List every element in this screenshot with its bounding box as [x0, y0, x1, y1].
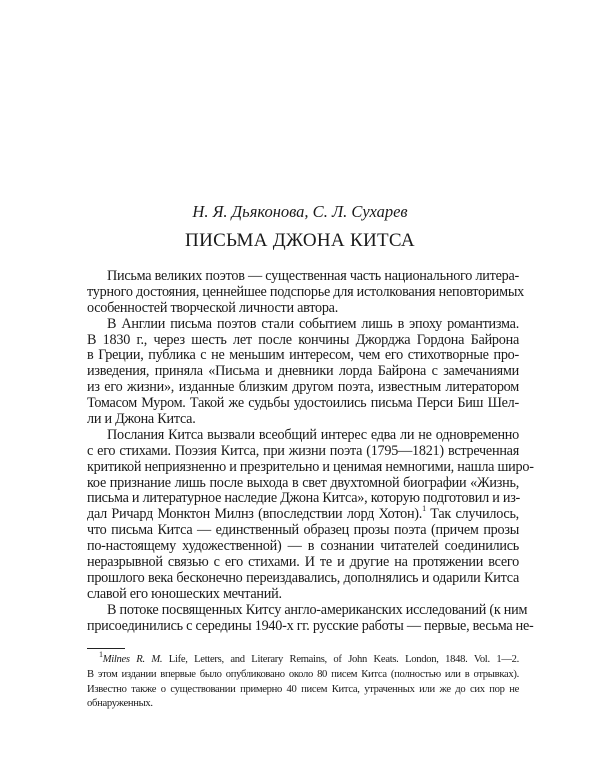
text-line: кое признание лишь после выхода в свет двухтомной биографии «Жизнь, [87, 474, 519, 491]
author-names: Н. Я. Дьяконова, С. Л. Сухарев [192, 202, 408, 221]
text-line: прошлого века бесконечно переиздавались, дополнялись и одарили Китса [87, 569, 519, 586]
text-line: ли и Джона Китса. [87, 411, 196, 428]
footnote-reference[interactable]: 1 [422, 504, 426, 514]
article-title: ПИСЬМА ДЖОНА КИТСА [185, 230, 415, 251]
footnote-line: Известно также о существовании примерно 40 писем Китса, утраченных или же до сих пор не [87, 683, 519, 695]
article-body [87, 268, 534, 634]
footnote-divider [87, 648, 125, 649]
text-line: изведения, приняла «Письма и дневники лорда Байрона с замечаниями [87, 363, 519, 380]
text-line: из его жизни», изданные близким другом поэта, известным литератором [87, 379, 519, 396]
text-line: В потоке посвященных Китсу англо-американских исследований (к ним [107, 601, 528, 618]
text-segment: Так случилось, [425, 506, 519, 523]
footnote-text: Life, Letters, and Literary Remains, of John Keats. London, 1848. Vol. 1—2. [162, 654, 519, 665]
footnote-author: Milnes R. M. [102, 654, 163, 665]
text-segment: дал Ричард Монктон Милнз (впоследствии лорд Хотон). [87, 506, 423, 523]
text-line: особенностей творческой личности автора. [87, 299, 339, 316]
footnote-line: обнаруженных. [87, 698, 153, 710]
footnote [87, 650, 519, 712]
footnote-line: В этом издании впервые было опубликовано около 80 писем Китса (полностью или в отрывках). [87, 668, 519, 680]
footnote-marker: 1 [99, 650, 103, 659]
text-line: письма и литературное наследие Джона Китса», которую подготовил и из- [87, 490, 521, 507]
text-line: с его стихами. Поэзия Китса, при жизни поэта (1795—1821) встреченная [87, 442, 519, 459]
text-line [87, 504, 519, 523]
text-line: Послания Китса вызвали всеобщий интерес едва ли не одновременно [107, 426, 519, 443]
text-line: турного достояния, ценнейшее подспорье для истолкования неповторимых [87, 283, 524, 300]
text-line: Томасом Муром. Такой же судьбы удостоились письма Перси Биш Шел- [87, 395, 519, 412]
text-line: по-настоящему художественной) — в сознании читателей соединились [87, 538, 519, 555]
text-line: В 1830 г., через шесть лет после кончины Джорджа Гордона Байрона [87, 331, 519, 348]
text-line: присоединились с середины 1940-х гг. русские работы — первые, весьма не- [87, 617, 534, 634]
text-line: в Греции, публика с не меньшим интересом, чем его стихотворные про- [87, 347, 519, 364]
footnote-line [87, 650, 519, 668]
text-line: В Англии письма поэтов стали событием лишь в эпоху романтизма. [107, 315, 519, 332]
text-line: славой его юношеских мечтаний. [87, 585, 282, 602]
text-line: критикой неприязненно и презрительно и ценимая немногими, нашла широ- [87, 458, 534, 475]
text-line: что письма Китса — единственный образец прозы поэта (причем прозы [87, 522, 519, 539]
text-line: неразрывной связью с его стихами. И те и другие на протяжении всего [87, 554, 519, 571]
text-line: Письма великих поэтов — существенная часть национального литера- [107, 268, 519, 284]
